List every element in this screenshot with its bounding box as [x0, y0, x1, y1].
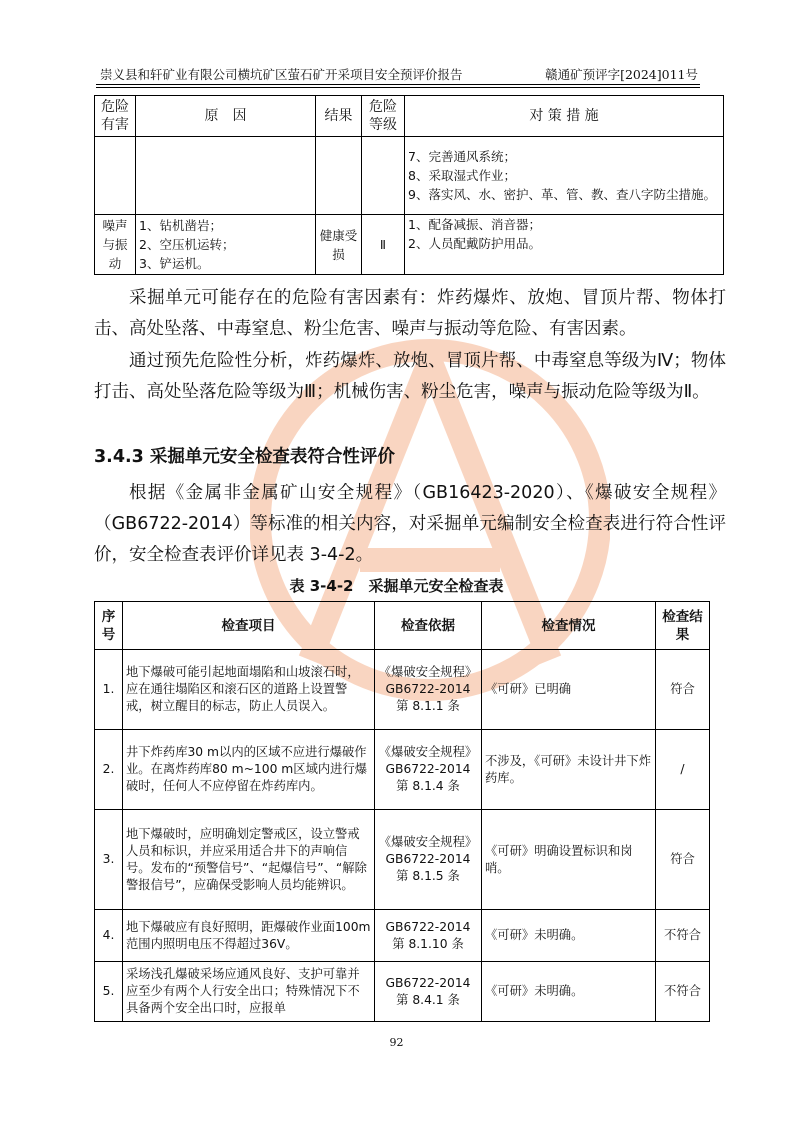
cause-cell — [136, 137, 316, 215]
measure-line: 2、人员配戴防护用品。 — [408, 236, 541, 251]
basis-line: 第 8.1.1 条 — [396, 699, 460, 713]
table-header-row — [95, 602, 710, 650]
cause-line: 3、铲运机。 — [139, 256, 210, 271]
basis-line: GB6722-2014 — [385, 919, 471, 934]
basis-line: 《爆破安全规程》 — [378, 745, 478, 759]
measure-line: 1、配备减振、消音器； — [408, 217, 541, 232]
col-cause: 原 因 — [136, 96, 316, 137]
result-cell: 符合 — [656, 810, 710, 910]
table-caption: 表 3-4-2 采掘单元安全检查表 — [289, 577, 504, 595]
measures-cell — [405, 215, 724, 275]
status-cell: 《可研》未明确。 — [482, 962, 656, 1022]
col-number: 序号 — [95, 602, 123, 650]
paragraph-basis: 根据《金属非金属矿山安全规程》（GB16423-2020）、《爆破安全规程》（GB6722-2014）等标准的相关内容，对采掘单元编制安全检查表进行符合性评价，安全检查表评价详见表 3-4-2。 — [94, 483, 726, 565]
table-row — [95, 730, 710, 810]
table-row — [95, 650, 710, 730]
hazard-cell — [95, 137, 136, 215]
table-row — [95, 810, 710, 910]
basis-line: 第 8.1.5 条 — [396, 869, 460, 883]
measures-cell — [405, 137, 724, 215]
basis-line: 《爆破安全规程》 — [378, 665, 478, 679]
col-item: 检查项目 — [123, 602, 375, 650]
col-hazard: 危险有害 — [95, 96, 136, 137]
table-row — [95, 137, 724, 215]
status-cell: 《可研》明确设置标识和岗哨。 — [482, 810, 656, 910]
table-row — [95, 962, 710, 1022]
result-cell: 健康受损 — [316, 215, 362, 275]
result-cell: 不符合 — [656, 962, 710, 1022]
status-cell: 《可研》未明确。 — [482, 910, 656, 962]
safety-checklist-table — [94, 601, 710, 1022]
item-cell: 地下爆破应有良好照明，距爆破作业面100m范围内照明电压不得超过36V。 — [123, 910, 375, 962]
section-title: 3.4.3 采掘单元安全检查表符合性评价 — [94, 447, 395, 467]
table-header-row — [95, 96, 724, 137]
result-cell: 符合 — [656, 650, 710, 730]
page-header — [96, 62, 700, 85]
level-cell — [362, 137, 405, 215]
basis-cell — [375, 962, 482, 1022]
col-basis: 检查依据 — [375, 602, 482, 650]
basis-cell — [375, 730, 482, 810]
basis-line: GB6722-2014 — [385, 682, 471, 696]
page-number: 92 — [389, 1036, 404, 1049]
item-cell: 地下爆破可能引起地面塌陷和山坡滚石时，应在通往塌陷区和滚石区的道路上设置警戒，树立醒目的标志，防止人员误入。 — [123, 650, 375, 730]
status-cell: 不涉及，《可研》未设计井下炸药库。 — [482, 730, 656, 810]
header-doc-number: 赣通矿预评字[2024]011号 — [545, 67, 698, 82]
table-row — [95, 215, 724, 275]
row-number: 1. — [95, 650, 123, 730]
col-level: 危险等级 — [362, 96, 405, 137]
basis-line: 第 8.1.4 条 — [396, 779, 460, 793]
cause-line: 2、空压机运转； — [139, 237, 235, 252]
cause-cell — [136, 215, 316, 275]
basis-line: 第 8.1.10 条 — [392, 936, 464, 951]
col-result: 结果 — [316, 96, 362, 137]
col-status: 检查情况 — [482, 602, 656, 650]
item-cell: 井下炸药库30 m以内的区域不应进行爆破作业。在离炸药库80 m~100 m区域内进行爆破时，任何人不应停留在炸药库内。 — [123, 730, 375, 810]
col-measures: 对 策 措 施 — [405, 96, 724, 137]
row-number: 4. — [95, 910, 123, 962]
basis-line: GB6722-2014 — [385, 975, 471, 990]
item-cell: 采场浅孔爆破采场应通风良好、支护可靠并应至少有两个人行安全出口；特殊情况下不具备两个安全出口时，应报单 — [123, 962, 375, 1022]
result-cell — [316, 137, 362, 215]
level-cell: Ⅱ — [362, 215, 405, 275]
header-title: 崇义县和轩矿业有限公司横坑矿区萤石矿开采项目安全预评价报告 — [100, 67, 463, 82]
item-cell: 地下爆破时，应明确划定警戒区，设立警戒人员和标识，并应采用适合井下的声响信号。发布的“预警信号”、“起爆信号”、“解除警报信号”，应确保受影响人员均能辨识。 — [123, 810, 375, 910]
hazard-table-continued — [94, 95, 724, 275]
basis-line: 《爆破安全规程》 — [378, 835, 478, 849]
col-result: 检查结果 — [656, 602, 710, 650]
row-number: 2. — [95, 730, 123, 810]
row-number: 5. — [95, 962, 123, 1022]
cause-line: 1、钻机凿岩； — [139, 218, 222, 233]
table-row — [95, 910, 710, 962]
basis-cell — [375, 650, 482, 730]
header-divider — [96, 87, 700, 88]
basis-line: 第 8.4.1 条 — [396, 992, 460, 1007]
basis-cell — [375, 810, 482, 910]
basis-cell — [375, 910, 482, 962]
measure-line: 8、采取湿式作业； — [408, 168, 516, 183]
paragraph-hazards: 采掘单元可能存在的危险有害因素有：炸药爆炸、放炮、冒顶片帮、物体打击、高处坠落、中毒窒息、粉尘危害、噪声与振动等危险、有害因素。 — [94, 288, 726, 339]
row-number: 3. — [95, 810, 123, 910]
basis-line: GB6722-2014 — [385, 852, 471, 866]
basis-line: GB6722-2014 — [385, 762, 471, 776]
status-cell: 《可研》已明确 — [482, 650, 656, 730]
paragraph-analysis: 通过预先危险性分析，炸药爆炸、放炮、冒顶片帮、中毒窒息等级为Ⅳ；物体打击、高处坠落危险等级为Ⅲ；机械伤害、粉尘危害，噪声与振动危险等级为Ⅱ。 — [94, 351, 726, 402]
result-cell: 不符合 — [656, 910, 710, 962]
result-cell: / — [656, 730, 710, 810]
measure-line: 9、落实风、水、密护、革、管、教、查八字防尘措施。 — [408, 187, 716, 202]
measure-line: 7、完善通风系统； — [408, 149, 516, 164]
hazard-cell: 噪声与振动 — [95, 215, 136, 275]
